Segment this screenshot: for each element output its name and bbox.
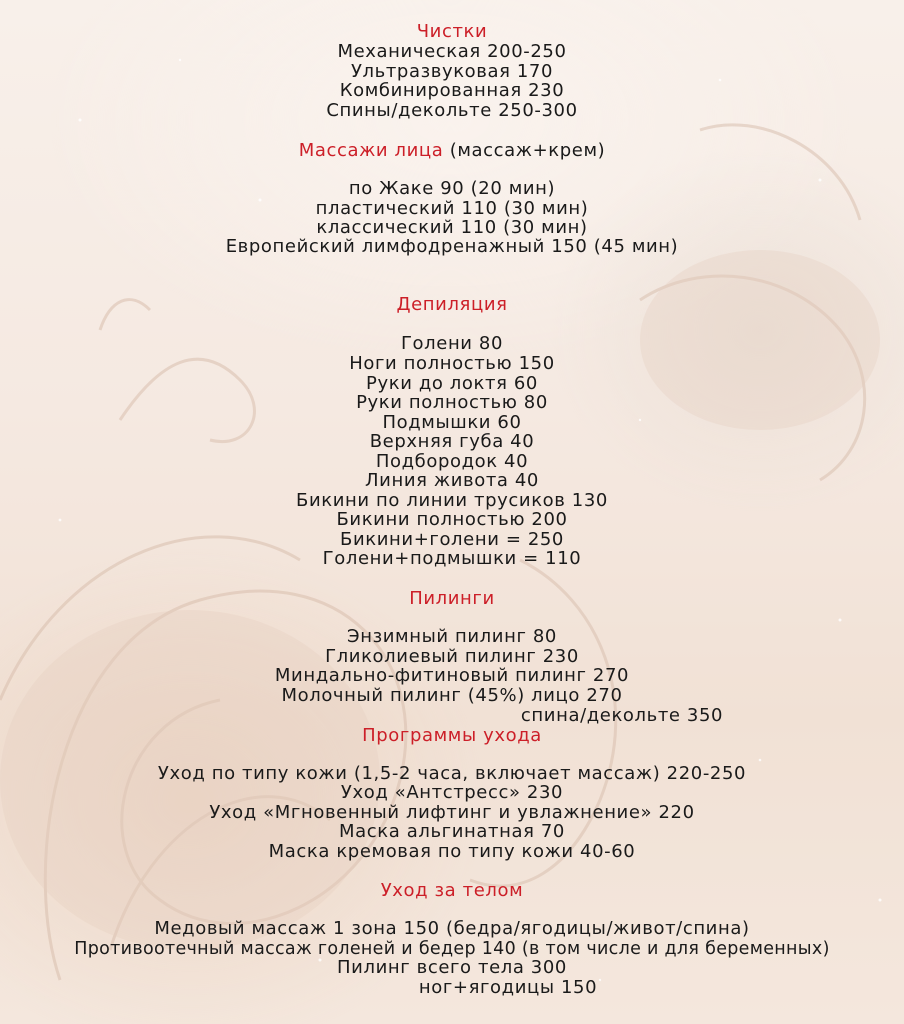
price-item: Линия живота 40 — [365, 470, 539, 491]
price-item: Маска кремовая по типу кожи 40-60 — [268, 841, 636, 862]
price-item: спина/декольте 350 — [520, 705, 724, 726]
price-item: Маска альгинатная 70 — [339, 821, 565, 842]
price-item: Энзимный пилинг 80 — [347, 626, 557, 647]
section-title-body: Уход за телом — [380, 880, 524, 901]
price-item: Руки полностью 80 — [356, 392, 548, 413]
section-title-text: Массажи лица — [298, 140, 444, 161]
price-item: Голени+подмышки = 110 — [322, 548, 582, 569]
price-item: Верхняя губа 40 — [369, 431, 535, 452]
section-title-cleaning: Чистки — [416, 21, 488, 42]
price-item: Голени 80 — [400, 333, 504, 354]
section-title-face-massage — [0, 141, 904, 161]
price-item: Уход «Мгновенный лифтинг и увлажнение» 220 — [209, 802, 695, 823]
price-item: Уход по типу кожи (1,5-2 часа, включает массаж) 220-250 — [157, 763, 747, 784]
price-item: Ноги полностью 150 — [349, 353, 555, 374]
price-item: Подбородок 40 — [375, 451, 529, 472]
price-item: Бикини по линии трусиков 130 — [296, 490, 608, 511]
section-title-care: Программы ухода — [362, 725, 542, 746]
price-item: Молочный пилинг (45%) лицо 270 — [281, 685, 623, 706]
price-item: Уход «Антстресс» 230 — [340, 782, 564, 803]
price-item: Гликолиевый пилинг 230 — [325, 646, 579, 667]
price-item: Бикини+голени = 250 — [340, 529, 564, 550]
price-item: Подмышки 60 — [382, 412, 522, 433]
price-item: Миндально-фитиновый пилинг 270 — [274, 665, 630, 686]
price-item: Спины/декольте 250-300 — [326, 100, 578, 121]
price-item: Руки до локтя 60 — [366, 373, 538, 394]
price-item: классический 110 (30 мин) — [316, 217, 588, 238]
price-item: Пилинг всего тела 300 — [337, 957, 567, 978]
section-title-peeling: Пилинги — [409, 588, 495, 609]
section-title-depilation: Депиляция — [396, 294, 508, 315]
price-item: Медовый массаж 1 зона 150 (бедра/ягодицы/живот/спина) — [154, 918, 750, 939]
section-note: (массаж+крем) — [449, 140, 606, 161]
price-item: пластический 110 (30 мин) — [315, 198, 589, 219]
price-item: ног+ягодицы 150 — [418, 977, 598, 998]
price-item: Комбинированная 230 — [339, 80, 565, 101]
price-item: Ультразвуковая 170 — [350, 61, 554, 82]
price-item: Европейский лимфодренажный 150 (45 мин) — [225, 236, 679, 257]
price-item: по Жаке 90 (20 мин) — [348, 178, 556, 199]
price-item: Противоотечный массаж голеней и бедер 140 (в том числе и для беременных) — [74, 939, 830, 959]
price-item: Механическая 200-250 — [337, 41, 567, 62]
price-item: Бикини полностью 200 — [336, 509, 568, 530]
